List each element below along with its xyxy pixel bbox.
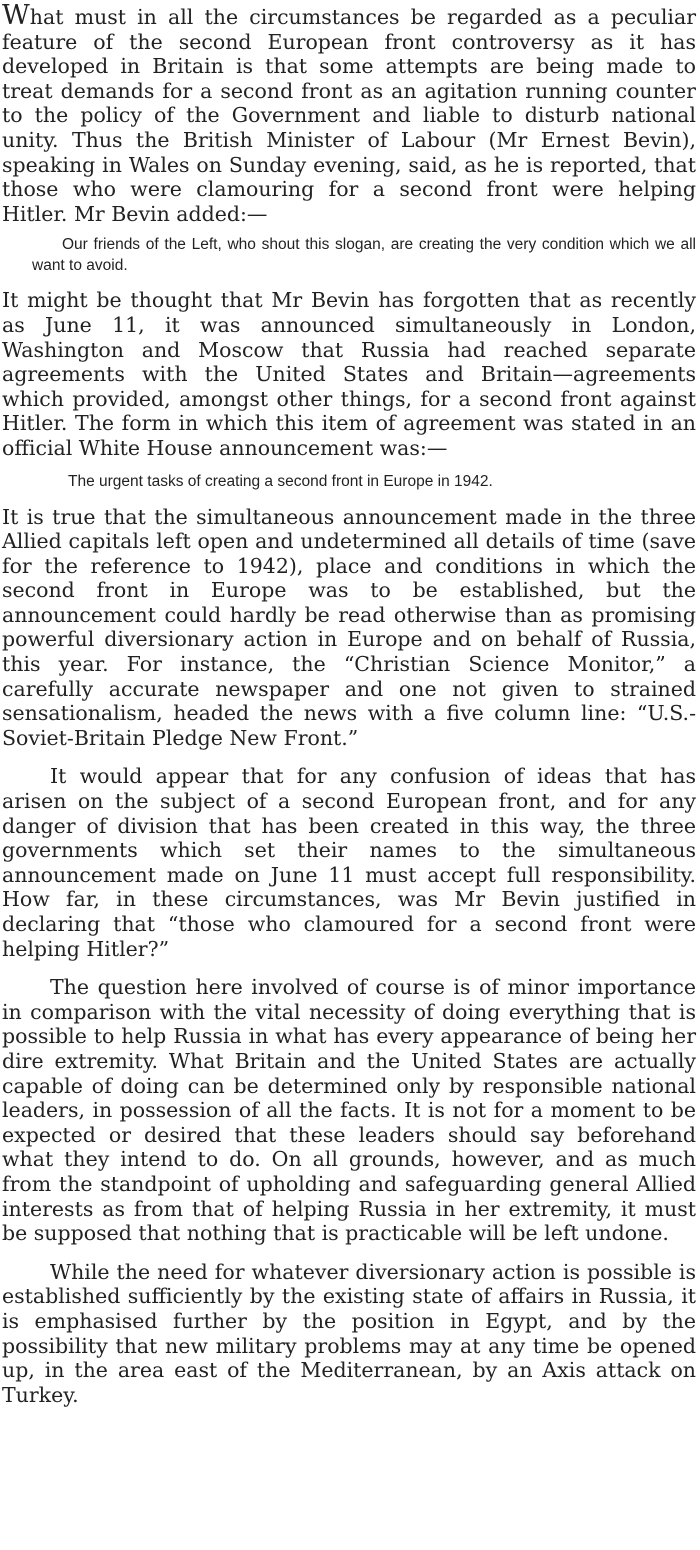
article-paragraph-3: It is true that the simultaneous announcement made in the three Allied capitals left open and undetermined all details of time (save for the reference to 1942), place and conditions in which the second front in Europe was to be established, but the announcement could hardly be read otherwise than as promising powerful diversionary action in Europe and on behalf of Russia, this year. For instance, the “Christian Science Monitor,” a carefully accurate newspaper and one not given to strained sensationalism, headed the news with a five column line: “U.S.-Soviet-Britain Pledge New Front.” — [2, 504, 696, 750]
article-paragraph-1: What must in all the circumstances be regarded as a peculiar feature of the second European front controversy as it has developed in Britain is that some attempts are being made to treat demands for a second front as an agitation running counter to the policy of the Government and liable to disturb national unity. Thus the British Minister of Labour (Mr Ernest Bevin), speaking in Wales on Sunday evening, said, as he is reported, that those who were clamouring for a second front were helping Hitler. Mr Bevin added:— — [2, 0, 696, 226]
article-quote-2: The urgent tasks of creating a second front in Europe in 1942. — [68, 472, 493, 490]
article-paragraph-6: While the need for whatever diversionary action is possible is established sufficiently by the existing state of affairs in Russia, it is emphasised further by the position in Egypt, and by the possibility that new military problems may at any time be opened up, in the area east of the Mediterranean, by an Axis attack on Turkey. — [2, 1259, 696, 1407]
article-quote-1: Our friends of the Left, who shout this slogan, are creating the very condition which we all want to avoid. — [32, 236, 696, 275]
article-paragraph-2: It might be thought that Mr Bevin has forgotten that as recently as June 11, it was announced simultaneously in London, Washington and Moscow that Russia had reached separate agreements with the United States and Britain—agreements which provided, amongst other things, for a second front against Hitler. The form in which this item of agreement was stated in an official White House announcement was:— — [2, 288, 696, 460]
article-column — [2, 0, 696, 1407]
article-paragraph-4: It would appear that for any confusion of ideas that has arisen on the subject of a second European front, and for any danger of division that has been created in this way, the three governments which set their names to the simultaneous announcement made on June 11 must accept full responsibility. How far, in these circumstances, was Mr Bevin justified in declaring that “those who clamoured for a second front were helping Hitler?” — [2, 764, 696, 961]
article-paragraph-5: The question here involved of course is of minor importance in comparison with the vital necessity of doing everything that is possible to help Russia in what has every appearance of being her dire extremity. What Britain and the United States are actually capable of doing can be determined only by responsible national leaders, in possession of all the facts. It is not for a moment to be expected or desired that these leaders should say beforehand what they intend to do. On all grounds, however, and as much from the standpoint of upholding and safeguarding general Allied interests as from that of helping Russia in her extremity, it must be supposed that nothing that is practicable will be left undone. — [2, 975, 696, 1246]
